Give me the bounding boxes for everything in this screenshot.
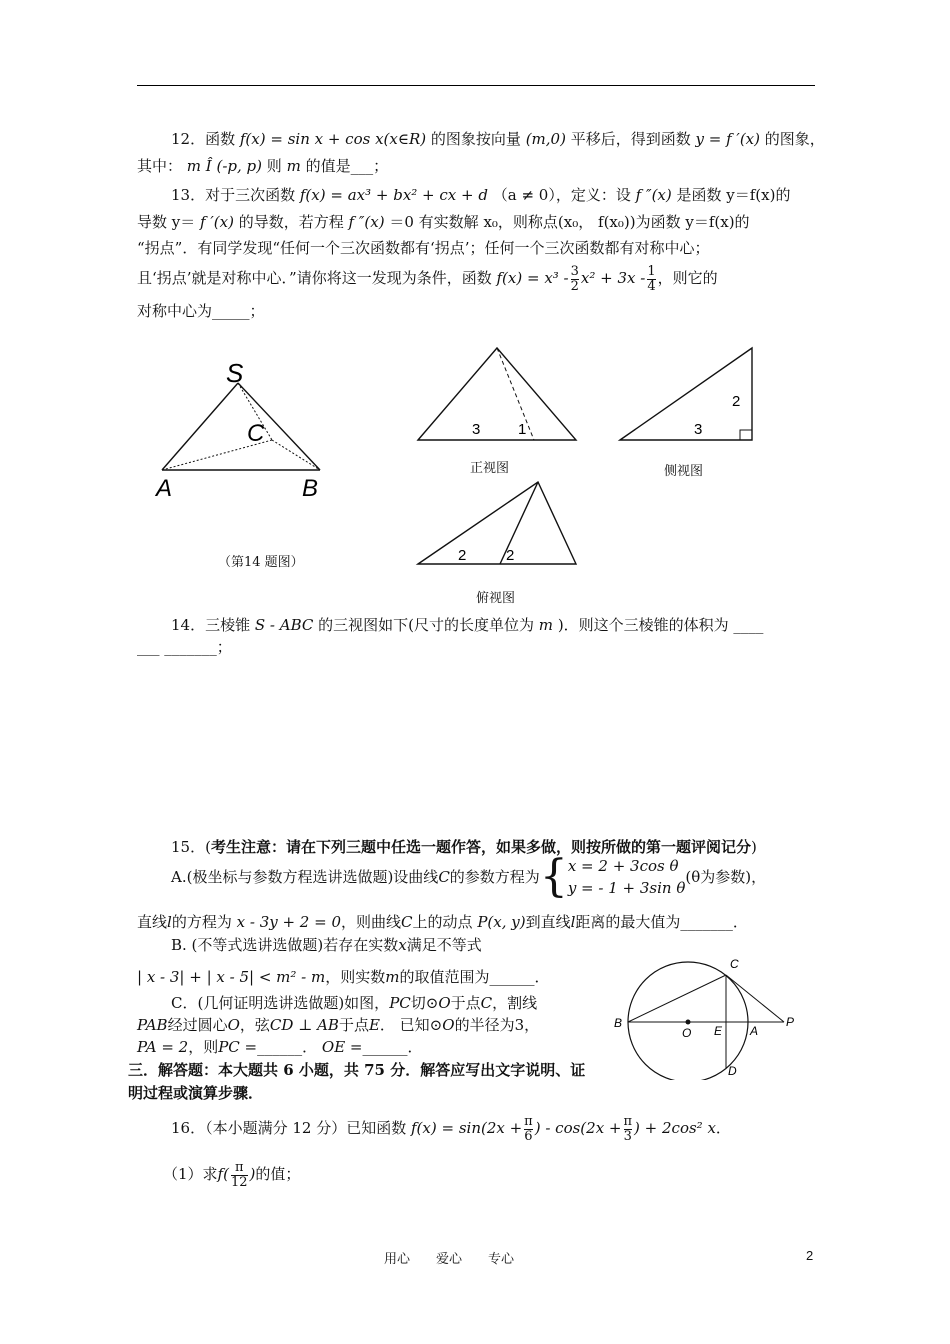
front-label-1: 1 — [518, 421, 527, 438]
fraction-pi-12: $\frac{\pi}{12}$ — [230, 1159, 248, 1190]
front-view-caption: 正视图 — [470, 461, 510, 476]
label-b: B — [302, 475, 319, 502]
q15-a-line2: 直线l的方程为 x - 3y + 2 = 0，则曲线C上的动点 P(x, y)到直线l距离的最大值为_______． — [137, 913, 748, 931]
label-s: S — [226, 358, 244, 388]
front-view-figure — [410, 340, 585, 445]
top-label-2a: 2 — [458, 547, 467, 564]
q15-b-line2: | x - 3| + | x - 5| < m² - m，则实数m的取值范围为______． — [137, 968, 550, 986]
top-view-caption: 俯视图 — [476, 591, 516, 606]
page-number: 2 — [806, 1248, 814, 1263]
q13-line3: “拐点”．有同学发现“任何一个三次函数都有‘拐点’；任何一个三次函数都有对称中心； — [137, 239, 710, 257]
fraction-pi-6: $\frac{\pi}{6}$ — [524, 1113, 533, 1144]
q16-line1: 16．（本小题满分 12 分）已知函数 f(x) = sin(2x + $\frac{\pi}{6}$ ) - cos(2x + $\frac{\pi}{3}$ ) + 2cos² x． — [171, 1113, 731, 1144]
q15-c-line2: PAB经过圆心O，弦CD ⊥ AB于点E． 已知⊙O的半径为3， — [137, 1016, 540, 1034]
system-brace: { — [539, 851, 568, 902]
circle-label-b: B — [614, 1016, 623, 1030]
section3-line2: 明过程或演算步骤． — [128, 1084, 264, 1102]
q15-a-line1: A.(极坐标与参数方程选讲选做题)设曲线C的参数方程为{ x = 2 + 3cos θ y = - 1 + 3sin θ (θ为参数)， — [171, 851, 767, 902]
q12-line1: 12．函数 f(x) = sin x + cos x(x∈R) 的图象按向量 (m,0) 平移后，得到函数 y = f ′(x) 的图象， — [171, 130, 825, 148]
q13-line1: 13．对于三次函数 f(x) = ax³ + bx² + cx + d （a ≠ 0），定义：设 f ″(x) 是函数 y＝f(x)的 — [171, 186, 791, 204]
top-view-figure — [410, 474, 585, 574]
fraction-1-4: $\frac{1}{4}$ — [647, 263, 656, 294]
fraction-3-2: $\frac{3}{2}$ — [570, 263, 579, 294]
q13-line4: 且‘拐点’就是对称中心．”请你将这一发现为条件，函数 f(x) = x³ - $\frac{3}{2}$ x² + 3x - $\frac{1}{4}$ ，则它的 — [137, 263, 718, 294]
side-label-3: 3 — [694, 421, 703, 438]
front-label-3: 3 — [472, 421, 481, 438]
circle-label-e: E — [714, 1024, 723, 1038]
pyramid-figure — [150, 355, 340, 510]
q15-b-line1: B. (不等式选讲选做题)若存在实数x满足不等式 — [171, 936, 482, 954]
label-a: A — [156, 475, 173, 502]
label-c: C — [247, 420, 265, 447]
header-rule — [137, 85, 815, 86]
q13-line5: 对称中心为_____； — [137, 302, 265, 320]
circle-label-p: P — [786, 1015, 795, 1029]
q12-line2: 其中： m Î (-p, p) 则 m 的值是___； — [137, 157, 389, 175]
side-label-2: 2 — [732, 393, 741, 410]
side-view-caption: 侧视图 — [664, 464, 704, 479]
q14-line1: 14．三棱锥 S - ABC 的三视图如下(尺寸的长度单位为 m )．则这个三棱锥的体积为 ____ — [171, 616, 764, 634]
side-view-figure — [612, 340, 762, 445]
circle-label-c: C — [730, 957, 739, 971]
fig14-caption: （第14 题图） — [218, 555, 304, 570]
q15-heading: 15．(考生注意：请在下列三题中任选一题作答，如果多做，则按所做的第一题评阅记分) — [171, 838, 757, 856]
q15-c-line3: PA = 2，则PC =______． OE =______． — [137, 1038, 423, 1056]
section3-line1: 三．解答题：本大题共 6 小题，共 75 分．解答应写出文字说明、证 — [128, 1061, 586, 1079]
circle-label-a: A — [750, 1024, 759, 1038]
footer-motto: 用心 爱心 专心 — [384, 1252, 515, 1267]
q13-line2: 导数 y＝ f ′(x) 的导数，若方程 f ″(x) ＝0 有实数解 x₀，则称点(x₀， f(x₀))为函数 y＝f(x)的 — [137, 213, 750, 231]
q16-part1: （1）求f( $\frac{\pi}{12}$ )的值； — [163, 1159, 301, 1190]
q15-c-line1: C．(几何证明选讲选做题)如图，PC切⊙O于点C，割线 — [171, 994, 538, 1012]
circle-label-d: D — [728, 1064, 737, 1078]
fraction-pi-3: $\frac{\pi}{3}$ — [623, 1113, 633, 1144]
circle-label-o: O — [682, 1026, 692, 1040]
q14-line2: ___ _______； — [137, 638, 232, 656]
param-system: x = 2 + 3cos θ y = - 1 + 3sin θ — [567, 857, 686, 897]
top-label-2b: 2 — [506, 547, 515, 564]
